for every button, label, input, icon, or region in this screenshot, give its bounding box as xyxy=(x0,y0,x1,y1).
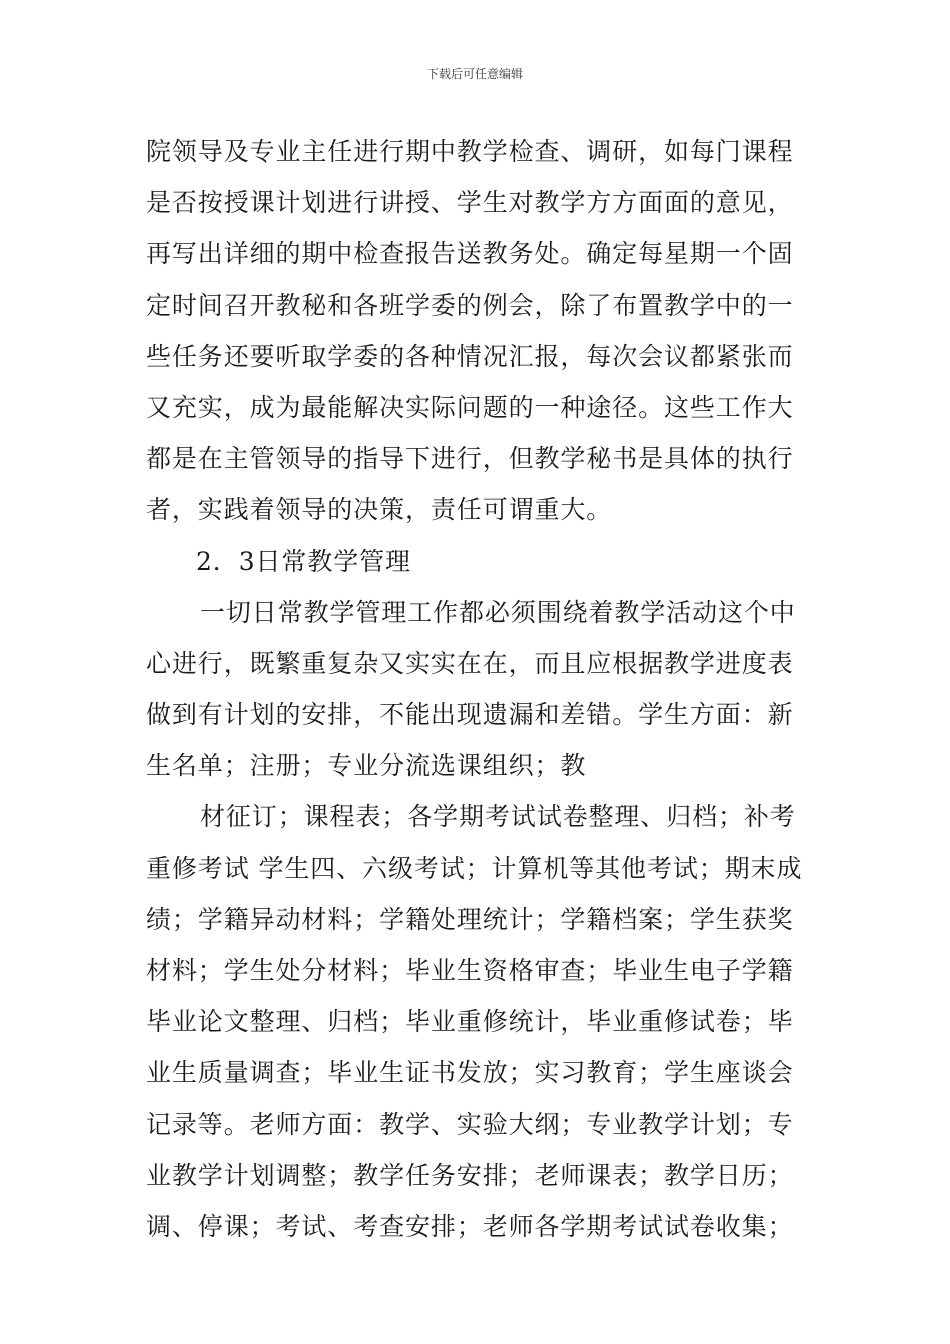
text-line: 者，实践着领导的决策，责任可谓重大。 xyxy=(146,495,613,525)
text-line: 绩；学籍异动材料；学籍处理统计；学籍档案；学生获奖 xyxy=(146,904,794,934)
text-line: 毕业论文整理、归档；毕业重修统计，毕业重修试卷；毕 xyxy=(146,1007,794,1037)
text-line: 重修考试 学生四、六级考试；计算机等其他考试；期末成 xyxy=(146,853,803,883)
text-line: 些任务还要听取学委的各种情况汇报，每次会议都紧张而 xyxy=(146,341,794,371)
text-line: 业生质量调查；毕业生证书发放；实习教育；学生座谈会 xyxy=(146,1058,794,1088)
text-line: 是否按授课计划进行讲授、学生对教学方方面面的意见， xyxy=(146,188,794,218)
text-line: 定时间召开教秘和各班学委的例会，除了布置教学中的一 xyxy=(146,290,794,320)
text-line: 心进行，既繁重复杂又实实在在，而且应根据教学进度表 xyxy=(146,648,794,678)
text-line: 又充实，成为最能解决实际问题的一种途径。这些工作大 xyxy=(146,392,794,422)
body-text xyxy=(146,126,806,1252)
paragraph-first-line: 材征订；课程表；各学期考试试卷整理、归档；补考 xyxy=(200,802,796,832)
text-line: 生名单；注册；专业分流选课组织；教 xyxy=(146,751,587,781)
text-line: 业教学计划调整；教学任务安排；老师课表；教学日历； xyxy=(146,1160,794,1190)
page-header-note: 下载后可任意编辑 xyxy=(426,67,523,81)
text-line: 做到有计划的安排，不能出现遗漏和差错。学生方面：新 xyxy=(146,700,794,730)
text-line: 再写出详细的期中检查报告送教务处。确定每星期一个固 xyxy=(146,239,794,269)
text-line: 记录等。老师方面：教学、实验大纲；专业教学计划；专 xyxy=(146,1109,794,1139)
text-line: 都是在主管领导的指导下进行，但教学秘书是具体的执行 xyxy=(146,444,794,474)
text-line: 材料；学生处分材料；毕业生资格审查；毕业生电子学籍 xyxy=(146,956,794,985)
text-line: 调、停课；考试、考查安排；老师各学期考试试卷收集； xyxy=(146,1211,794,1241)
text-line: 院领导及专业主任进行期中教学检查、调研，如每门课程 xyxy=(146,137,794,166)
section-heading: 2．3日常教学管理 xyxy=(196,546,411,576)
paragraph-first-line: 一切日常教学管理工作都必须围绕着教学活动这个中 xyxy=(200,597,796,627)
